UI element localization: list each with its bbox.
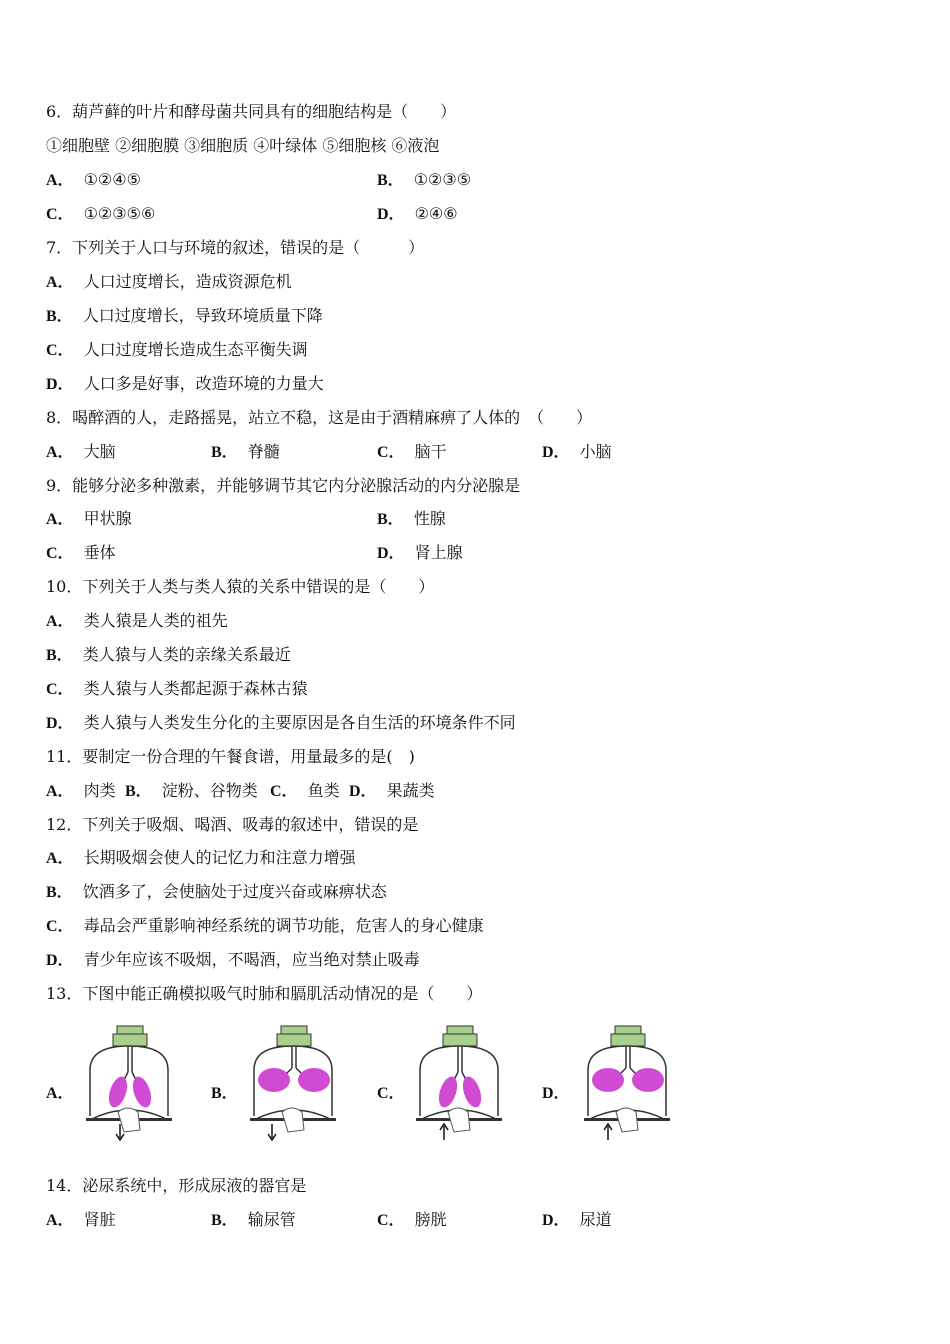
- q12-option-a[interactable]: A． 长期吸烟会使人的记忆力和注意力增强: [46, 848, 356, 867]
- question-6-stem: 6．葫芦藓的叶片和酵母菌共同具有的细胞结构是（ ）: [46, 102, 457, 121]
- q8-option-b[interactable]: B． 脊髓: [211, 442, 280, 461]
- question-11-stem: 11．要制定一份合理的午餐食谱，用量最多的是( ): [46, 747, 415, 766]
- q10-option-c[interactable]: C． 类人猿与人类都起源于森林古猿: [46, 679, 308, 698]
- q7-option-a[interactable]: A． 人口过度增长，造成资源危机: [46, 272, 292, 291]
- q6-option-a[interactable]: A． ①②④⑤: [46, 170, 141, 189]
- q13-figure-d[interactable]: [582, 1020, 672, 1148]
- question-10-stem: 10．下列关于人类与类人猿的关系中错误的是（ ）: [46, 577, 435, 596]
- q11-option-b[interactable]: B． 淀粉、谷物类: [125, 781, 258, 800]
- q14-option-d[interactable]: D． 尿道: [542, 1210, 612, 1229]
- q13-option-a[interactable]: A．: [46, 1085, 74, 1102]
- q12-option-b[interactable]: B． 饮酒多了，会使脑处于过度兴奋或麻痹状态: [46, 882, 387, 901]
- q9-option-d[interactable]: D． 肾上腺: [377, 543, 463, 562]
- q12-option-d[interactable]: D． 青少年应该不吸烟，不喝酒，应当绝对禁止吸毒: [46, 950, 420, 969]
- q9-option-a[interactable]: A． 甲状腺: [46, 509, 132, 528]
- question-6-structure-list: ①细胞壁 ②细胞膜 ③细胞质 ④叶绿体 ⑤细胞核 ⑥液泡: [46, 136, 440, 155]
- q11-option-d[interactable]: D． 果蔬类: [349, 781, 435, 800]
- q14-option-c[interactable]: C． 膀胱: [377, 1210, 447, 1229]
- question-8-stem: 8．喝醉酒的人，走路摇晃，站立不稳，这是由于酒精麻痹了人体的 （ ）: [46, 408, 593, 427]
- q11-option-a[interactable]: A． 肉类: [46, 781, 116, 800]
- q9-option-c[interactable]: C． 垂体: [46, 543, 116, 562]
- q14-option-b[interactable]: B． 输尿管: [211, 1210, 296, 1229]
- q8-option-a[interactable]: A． 大脑: [46, 442, 116, 461]
- q8-option-d[interactable]: D． 小脑: [542, 442, 612, 461]
- q7-option-c[interactable]: C． 人口过度增长造成生态平衡失调: [46, 340, 308, 359]
- q12-option-c[interactable]: C． 毒品会严重影响神经系统的调节功能，危害人的身心健康: [46, 916, 484, 935]
- q7-option-b[interactable]: B． 人口过度增长，导致环境质量下降: [46, 306, 323, 325]
- question-14-stem: 14．泌尿系统中，形成尿液的器官是: [46, 1176, 307, 1195]
- q7-option-d[interactable]: D． 人口多是好事，改造环境的力量大: [46, 374, 324, 393]
- bell-jar-diagram-c: [414, 1020, 504, 1144]
- bell-jar-diagram-d: [582, 1020, 672, 1144]
- q6-option-d[interactable]: D． ②④⑥: [377, 204, 458, 223]
- q13-option-d[interactable]: D．: [542, 1085, 570, 1102]
- question-7-stem: 7．下列关于人口与环境的叙述，错误的是（ ）: [46, 238, 425, 257]
- q9-option-b[interactable]: B． 性腺: [377, 509, 446, 528]
- q14-option-a[interactable]: A． 肾脏: [46, 1210, 116, 1229]
- q10-option-d[interactable]: D． 类人猿与人类发生分化的主要原因是各自生活的环境条件不同: [46, 713, 516, 732]
- q13-figure-c[interactable]: [414, 1020, 504, 1148]
- q13-figure-b[interactable]: [248, 1020, 338, 1148]
- q13-option-b[interactable]: B．: [211, 1085, 238, 1102]
- bell-jar-diagram-a: [84, 1020, 174, 1144]
- q13-option-c[interactable]: C．: [377, 1085, 405, 1102]
- q10-option-a[interactable]: A． 类人猿是人类的祖先: [46, 611, 228, 630]
- bell-jar-diagram-b: [248, 1020, 338, 1144]
- question-13-stem: 13．下图中能正确模拟吸气时肺和膈肌活动情况的是（ ）: [46, 984, 483, 1003]
- q10-option-b[interactable]: B． 类人猿与人类的亲缘关系最近: [46, 645, 291, 664]
- question-9-stem: 9．能够分泌多种激素，并能够调节其它内分泌腺活动的内分泌腺是: [46, 476, 521, 495]
- q13-figure-a[interactable]: [84, 1020, 174, 1148]
- q6-option-b[interactable]: B． ①②③⑤: [377, 170, 472, 189]
- q11-option-c[interactable]: C． 鱼类: [270, 781, 340, 800]
- q8-option-c[interactable]: C． 脑干: [377, 442, 447, 461]
- q6-option-c[interactable]: C． ①②③⑤⑥: [46, 204, 156, 223]
- question-12-stem: 12．下列关于吸烟、喝酒、吸毒的叙述中，错误的是: [46, 815, 419, 834]
